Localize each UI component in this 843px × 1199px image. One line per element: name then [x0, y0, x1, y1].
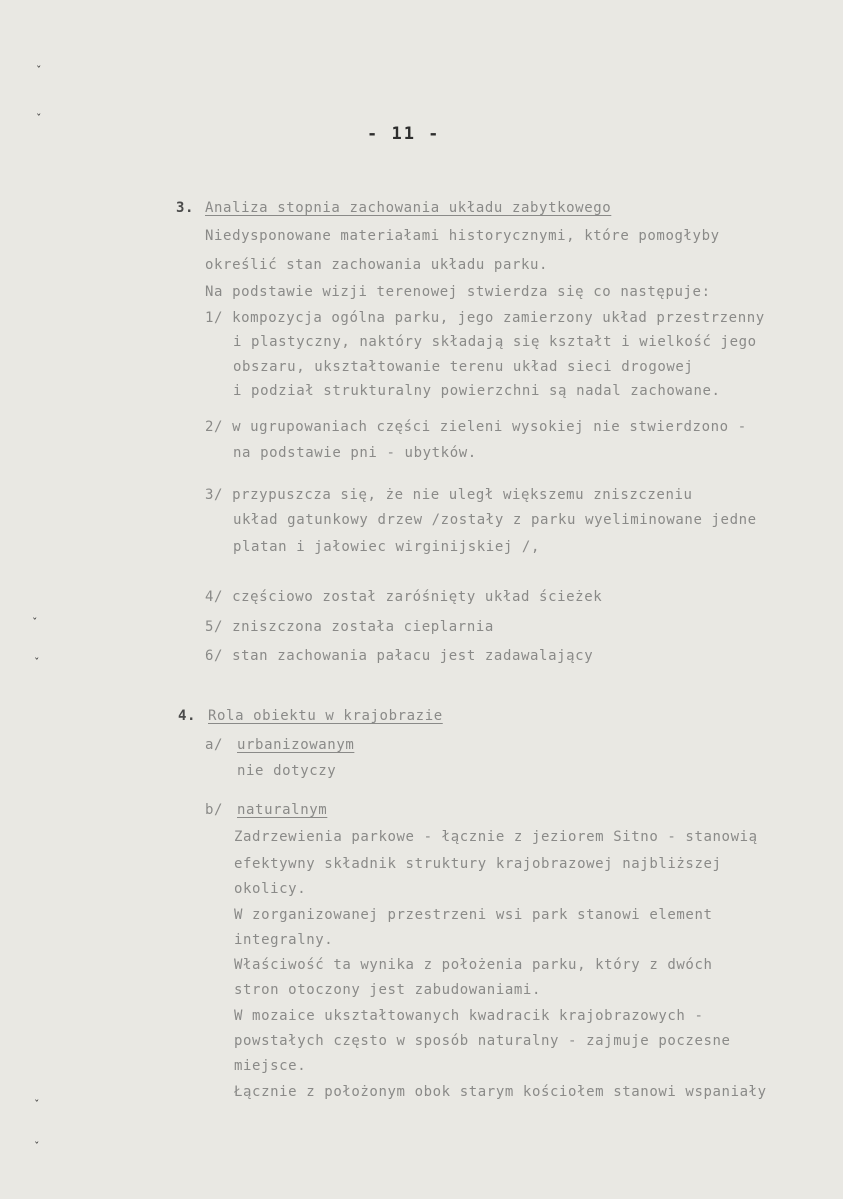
text-line: powstałych często w sposób naturalny - zajmuje poczesne	[234, 1033, 731, 1049]
text-line: miejsce.	[234, 1058, 307, 1074]
subitem-a-label: a/	[205, 737, 224, 753]
list-item-5: 5/ zniszczona została cieplarnia	[205, 619, 494, 635]
list-item-1-line: i plastyczny, naktóry składają się kształt i wielkość jego	[233, 334, 757, 350]
text-line: Łącznie z położonym obok starym kościołem stanowi wspaniały	[234, 1084, 767, 1100]
margin-mark: ˇ	[34, 656, 40, 669]
subitem-b-title: naturalnym	[237, 802, 328, 818]
list-item-3: 3/ przypuszcza się, że nie uległ większemu zniszczeniu	[205, 487, 693, 503]
text-line: W mozaice ukształtowanych kwadracik krajobrazowych -	[234, 1008, 704, 1024]
text-line: integralny.	[234, 932, 334, 948]
list-item-6: 6/ stan zachowania pałacu jest zadawalający	[205, 648, 594, 664]
section-3-heading: Analiza stopnia zachowania układu zabytkowego	[205, 200, 612, 216]
margin-mark: ˇ	[32, 616, 38, 629]
subitem-a-text: nie dotyczy	[237, 763, 337, 779]
text-line: Na podstawie wizji terenowej stwierdza się co następuje:	[205, 284, 711, 300]
margin-mark: ˇ	[36, 112, 42, 125]
list-item-1: 1/ kompozycja ogólna parku, jego zamierzony układ przestrzenny	[205, 310, 765, 326]
section-4-heading: Rola obiektu w krajobrazie	[208, 708, 443, 724]
margin-mark: ˇ	[36, 64, 42, 77]
list-item-3-line: układ gatunkowy drzew /zostały z parku wyeliminowane jedne	[233, 512, 757, 528]
margin-mark: ˇ	[34, 1098, 40, 1111]
list-item-2-line: na podstawie pni - ubytków.	[233, 445, 477, 461]
margin-mark: ˇ	[34, 1140, 40, 1153]
subitem-b-label: b/	[205, 802, 224, 818]
page-number: - 11 -	[367, 124, 441, 144]
list-item-2: 2/ w ugrupowaniach części zieleni wysokiej nie stwierdzono -	[205, 419, 747, 435]
list-item-3-line: platan i jałowiec wirginijskiej /,	[233, 539, 540, 555]
list-item-4: 4/ częściowo został zaróśnięty układ ścieżek	[205, 589, 603, 605]
subitem-a-title: urbanizowanym	[237, 737, 355, 753]
section-3-number: 3.	[176, 200, 195, 216]
text-line: Właściwość ta wynika z położenia parku, który z dwóch	[234, 957, 713, 973]
section-4-number: 4.	[178, 708, 197, 724]
text-line: stron otoczony jest zabudowaniami.	[234, 982, 541, 998]
text-line: Niedysponowane materiałami historycznymi, które pomogłyby	[205, 228, 720, 244]
text-line: W zorganizowanej przestrzeni wsi park stanowi element	[234, 907, 713, 923]
list-item-1-line: obszaru, ukształtowanie terenu układ sieci drogowej	[233, 359, 694, 375]
text-line: efektywny składnik struktury krajobrazowej najbliższej	[234, 856, 722, 872]
list-item-1-line: i podział strukturalny powierzchni są nadal zachowane.	[233, 383, 721, 399]
text-line: określić stan zachowania układu parku.	[205, 257, 549, 273]
text-line: Zadrzewienia parkowe - łącznie z jeziorem Sitno - stanowią	[234, 829, 758, 845]
text-line: okolicy.	[234, 881, 307, 897]
